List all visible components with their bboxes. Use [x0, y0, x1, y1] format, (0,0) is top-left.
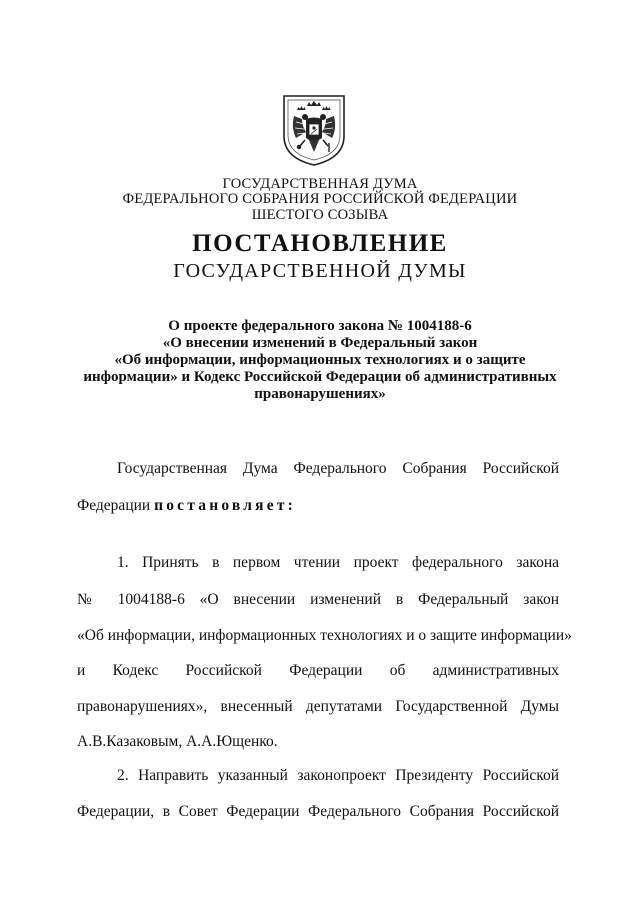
preamble-line	[77, 497, 559, 515]
coat-of-arms-icon	[280, 92, 348, 168]
document-caption-line: «Об информации, информационных технологиях и о защите	[114, 352, 526, 368]
item-1-line: № 1004188-6 «О внесении изменений в Федеральный закон	[77, 591, 559, 608]
item-1-line: 1. Принять в первом чтении проект федерального закона	[117, 554, 559, 571]
preamble-prefix: Федерации	[77, 497, 151, 514]
document-type-subtitle: ГОСУДАРСТВЕННОЙ ДУМЫ	[173, 260, 467, 282]
item-2-line: Федерации, в Совет Федерации Федерального Собрания Российской	[77, 803, 559, 820]
item-2-line: 2. Направить указанный законопроект Президенту Российской	[117, 767, 559, 784]
header-line-1: ГОСУДАРСТВЕННАЯ ДУМА	[222, 176, 418, 192]
header-line-2: ФЕДЕРАЛЬНОГО СОБРАНИЯ РОССИЙСКОЙ ФЕДЕРАЦИИ	[122, 191, 518, 207]
document-caption-line: О проекте федерального закона № 1004188-6	[168, 318, 472, 334]
document-caption-line: информации» и Кодекс Российской Федерации об административных	[83, 369, 557, 385]
preamble-line: Государственная Дума Федерального Собрания Российской	[117, 460, 559, 477]
document-caption-line: «О внесении изменений в Федеральный закон	[162, 335, 478, 351]
document-caption-line: правонарушениях»	[254, 386, 386, 402]
header-line-3: ШЕСТОГО СОЗЫВА	[251, 207, 389, 223]
document-type-title: ПОСТАНОВЛЕНИЕ	[192, 230, 448, 257]
item-1-line: правонарушениях», внесенный депутатами Государственной Думы	[77, 698, 559, 715]
item-1-line: «Об информации, информационных технологиях и о защите информации»	[77, 627, 572, 644]
item-1-line: и Кодекс Российской Федерации об административных	[77, 662, 559, 679]
resolution-verb: постановляет:	[154, 497, 296, 514]
item-1-line: А.В.Казаковым, А.А.Ющенко.	[77, 733, 278, 750]
